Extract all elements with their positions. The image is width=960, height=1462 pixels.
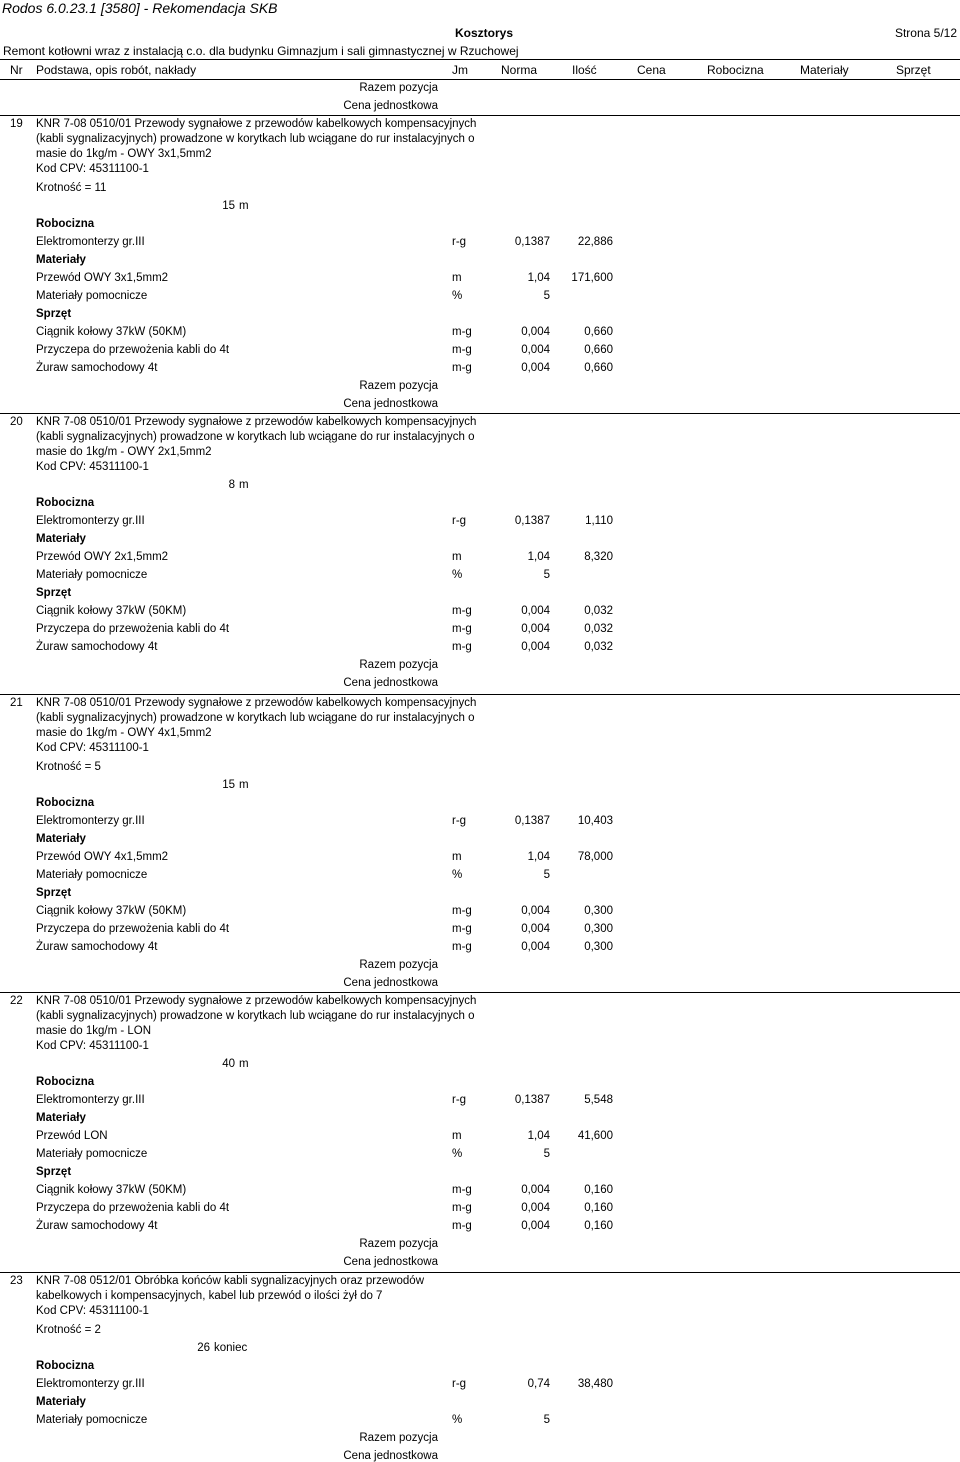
page-number: Strona 5/12 <box>894 26 957 40</box>
resource-norma: 0,004 <box>521 362 550 374</box>
resource-norma: 0,004 <box>521 605 550 617</box>
resource-ilosc: 0,032 <box>584 641 613 653</box>
resource-ilosc: 0,160 <box>584 1184 613 1196</box>
materialy-heading: Materiały <box>36 1112 86 1124</box>
resource-ilosc: 0,300 <box>584 905 613 917</box>
robocizna-heading: Robocizna <box>36 797 95 809</box>
item-cpv: Kod CPV: 45311100-1 <box>36 163 149 175</box>
item-description: KNR 7-08 0510/01 Przewody sygnałowe z przewodów kabelkowych kompensacyjnych <box>36 697 477 709</box>
cena-jednostkowa-label: Cena jednostkowa <box>343 977 438 989</box>
resource-jm: m-g <box>452 905 472 917</box>
cena-jednostkowa-label: Cena jednostkowa <box>343 1256 438 1268</box>
item-cpv: Kod CPV: 45311100-1 <box>36 1040 149 1052</box>
resource-ilosc: 0,160 <box>584 1220 613 1232</box>
item-divider <box>0 413 960 414</box>
item-quantity: 15 <box>222 200 235 212</box>
item-divider <box>0 992 960 993</box>
resource-jm: % <box>452 290 463 302</box>
cena-jednostkowa-label: Cena jednostkowa <box>343 100 438 112</box>
robocizna-heading: Robocizna <box>36 497 95 509</box>
resource-norma: 5 <box>543 1148 550 1160</box>
resource-jm: m-g <box>452 941 472 953</box>
resource-name: Przewód OWY 4x1,5mm2 <box>36 851 169 863</box>
resource-norma: 0,004 <box>521 923 550 935</box>
resource-ilosc: 0,300 <box>584 941 613 953</box>
item-description: KNR 7-08 0510/01 Przewody sygnałowe z przewodów kabelkowych kompensacyjnych <box>36 995 477 1007</box>
item-krotnosc: Krotność = 11 <box>36 182 107 194</box>
resource-ilosc: 0,160 <box>584 1202 613 1214</box>
item-unit: koniec <box>214 1342 248 1354</box>
item-divider <box>0 1272 960 1273</box>
resource-name: Materiały pomocnicze <box>36 290 148 302</box>
resource-norma: 0,004 <box>521 623 550 635</box>
resource-norma: 0,004 <box>521 905 550 917</box>
razem-pozycja-label: Razem pozycja <box>359 82 438 94</box>
item-description: masie do 1kg/m - OWY 3x1,5mm2 <box>36 148 212 160</box>
resource-norma: 0,1387 <box>514 1094 550 1106</box>
resource-norma: 1,04 <box>527 272 550 284</box>
item-divider <box>0 694 960 695</box>
sprzet-heading: Sprzęt <box>36 887 72 899</box>
resource-jm: m <box>452 551 462 563</box>
resource-ilosc: 171,600 <box>571 272 613 284</box>
resource-jm: m-g <box>452 605 472 617</box>
resource-ilosc: 5,548 <box>584 1094 613 1106</box>
cena-jednostkowa-label: Cena jednostkowa <box>343 677 438 689</box>
resource-ilosc: 78,000 <box>577 851 613 863</box>
sprzet-heading: Sprzęt <box>36 587 72 599</box>
col-materialy: Materiały <box>800 63 849 77</box>
resource-norma: 0,74 <box>527 1378 550 1390</box>
resource-jm: % <box>452 1148 463 1160</box>
item-description: KNR 7-08 0510/01 Przewody sygnałowe z przewodów kabelkowych kompensacyjnych <box>36 416 477 428</box>
resource-jm: r-g <box>452 515 467 527</box>
item-unit: m <box>239 779 249 791</box>
resource-name: Przewód OWY 2x1,5mm2 <box>36 551 169 563</box>
resource-norma: 0,004 <box>521 344 550 356</box>
resource-name: Przyczepa do przewożenia kabli do 4t <box>36 923 230 935</box>
sprzet-heading: Sprzęt <box>36 308 72 320</box>
document-type: Kosztorys <box>455 26 514 40</box>
item-description: masie do 1kg/m - OWY 2x1,5mm2 <box>36 446 212 458</box>
divider <box>0 79 960 80</box>
col-nr: Nr <box>10 63 23 77</box>
item-krotnosc: Krotność = 2 <box>36 1324 101 1336</box>
razem-pozycja-label: Razem pozycja <box>359 1238 438 1250</box>
resource-name: Żuraw samochodowy 4t <box>36 941 158 953</box>
item-nr: 23 <box>10 1275 23 1287</box>
item-krotnosc: Krotność = 5 <box>36 761 101 773</box>
resource-jm: m-g <box>452 326 472 338</box>
resource-norma: 0,004 <box>521 1184 550 1196</box>
resource-name: Żuraw samochodowy 4t <box>36 1220 158 1232</box>
resource-name: Żuraw samochodowy 4t <box>36 362 158 374</box>
resource-name: Przyczepa do przewożenia kabli do 4t <box>36 344 230 356</box>
resource-norma: 5 <box>543 290 550 302</box>
item-cpv: Kod CPV: 45311100-1 <box>36 461 149 473</box>
robocizna-heading: Robocizna <box>36 1360 95 1372</box>
resource-name: Elektromonterzy gr.III <box>36 1094 145 1106</box>
item-divider <box>0 115 960 116</box>
resource-name: Przyczepa do przewożenia kabli do 4t <box>36 1202 230 1214</box>
resource-jm: m-g <box>452 641 472 653</box>
resource-jm: m <box>452 272 462 284</box>
resource-jm: % <box>452 869 463 881</box>
resource-name: Materiały pomocnicze <box>36 1148 148 1160</box>
item-description: masie do 1kg/m - LON <box>36 1025 152 1037</box>
resource-ilosc: 0,660 <box>584 344 613 356</box>
resource-jm: % <box>452 569 463 581</box>
resource-ilosc: 41,600 <box>577 1130 613 1142</box>
resource-jm: m-g <box>452 1202 472 1214</box>
resource-jm: r-g <box>452 815 467 827</box>
item-description: KNR 7-08 0512/01 Obróbka końców kabli sygnalizacyjnych oraz przewodów <box>36 1275 425 1287</box>
resource-ilosc: 10,403 <box>577 815 613 827</box>
resource-name: Żuraw samochodowy 4t <box>36 641 158 653</box>
resource-jm: m <box>452 1130 462 1142</box>
item-unit: m <box>239 479 249 491</box>
item-nr: 19 <box>10 118 23 130</box>
resource-norma: 1,04 <box>527 551 550 563</box>
resource-name: Materiały pomocnicze <box>36 569 148 581</box>
robocizna-heading: Robocizna <box>36 218 95 230</box>
resource-ilosc: 0,660 <box>584 326 613 338</box>
resource-norma: 5 <box>543 869 550 881</box>
materialy-heading: Materiały <box>36 533 86 545</box>
resource-ilosc: 0,300 <box>584 923 613 935</box>
materialy-heading: Materiały <box>36 833 86 845</box>
col-sprzet: Sprzęt <box>896 63 931 77</box>
resource-norma: 1,04 <box>527 1130 550 1142</box>
resource-name: Elektromonterzy gr.III <box>36 515 145 527</box>
resource-jm: m-g <box>452 362 472 374</box>
resource-norma: 0,1387 <box>514 815 550 827</box>
item-description: (kabli sygnalizacyjnych) prowadzone w korytkach lub wciągane do rur instalacyjnych o <box>36 1010 475 1022</box>
resource-name: Przyczepa do przewożenia kabli do 4t <box>36 623 230 635</box>
materialy-heading: Materiały <box>36 1396 86 1408</box>
resource-jm: m-g <box>452 623 472 635</box>
col-ilosc: Ilość <box>572 63 597 77</box>
resource-ilosc: 0,032 <box>584 605 613 617</box>
resource-norma: 0,004 <box>521 326 550 338</box>
resource-ilosc: 8,320 <box>584 551 613 563</box>
item-description: (kabli sygnalizacyjnych) prowadzone w korytkach lub wciągane do rur instalacyjnych o <box>36 133 475 145</box>
robocizna-heading: Robocizna <box>36 1076 95 1088</box>
resource-ilosc: 0,032 <box>584 623 613 635</box>
item-cpv: Kod CPV: 45311100-1 <box>36 742 149 754</box>
resource-jm: m-g <box>452 344 472 356</box>
item-quantity: 26 <box>197 1342 210 1354</box>
resource-name: Ciągnik kołowy 37kW (50KM) <box>36 905 187 917</box>
resource-jm: m <box>452 851 462 863</box>
resource-ilosc: 0,660 <box>584 362 613 374</box>
resource-name: Przewód LON <box>36 1130 108 1142</box>
project-title: Remont kotłowni wraz z instalacją c.o. dla budynku Gimnazjum i sali gimnastycznej w Rzuchowej <box>3 44 519 58</box>
col-norma: Norma <box>501 63 538 77</box>
resource-norma: 5 <box>543 569 550 581</box>
cena-jednostkowa-label: Cena jednostkowa <box>343 1450 438 1462</box>
resource-jm: m-g <box>452 923 472 935</box>
razem-pozycja-label: Razem pozycja <box>359 659 438 671</box>
col-robocizna: Robocizna <box>707 63 764 77</box>
divider <box>0 59 960 60</box>
resource-ilosc: 38,480 <box>577 1378 613 1390</box>
item-cpv: Kod CPV: 45311100-1 <box>36 1305 149 1317</box>
razem-pozycja-label: Razem pozycja <box>359 1432 438 1444</box>
resource-jm: r-g <box>452 1378 467 1390</box>
resource-jm: r-g <box>452 1094 467 1106</box>
item-nr: 21 <box>10 697 23 709</box>
item-description: (kabli sygnalizacyjnych) prowadzone w korytkach lub wciągane do rur instalacyjnych o <box>36 431 475 443</box>
resource-norma: 0,004 <box>521 1220 550 1232</box>
resource-name: Ciągnik kołowy 37kW (50KM) <box>36 326 187 338</box>
razem-pozycja-label: Razem pozycja <box>359 959 438 971</box>
sprzet-heading: Sprzęt <box>36 1166 72 1178</box>
materialy-heading: Materiały <box>36 254 86 266</box>
item-description: (kabli sygnalizacyjnych) prowadzone w korytkach lub wciągane do rur instalacyjnych o <box>36 712 475 724</box>
item-quantity: 15 <box>222 779 235 791</box>
resource-norma: 0,004 <box>521 641 550 653</box>
resource-name: Elektromonterzy gr.III <box>36 815 145 827</box>
cena-jednostkowa-label: Cena jednostkowa <box>343 398 438 410</box>
resource-norma: 5 <box>543 1414 550 1426</box>
item-nr: 22 <box>10 995 23 1007</box>
item-description: kabelkowych i kompensacyjnych, kabel lub przewód o ilości żył do 7 <box>36 1290 383 1302</box>
item-quantity: 40 <box>222 1058 235 1070</box>
resource-ilosc: 22,886 <box>577 236 613 248</box>
col-cena: Cena <box>637 63 666 77</box>
app-title: Rodos 6.0.23.1 [3580] - Rekomendacja SKB <box>2 0 278 16</box>
resource-norma: 0,004 <box>521 1202 550 1214</box>
resource-name: Przewód OWY 3x1,5mm2 <box>36 272 169 284</box>
col-jm: Jm <box>452 63 468 77</box>
resource-jm: % <box>452 1414 463 1426</box>
resource-jm: m-g <box>452 1184 472 1196</box>
resource-name: Elektromonterzy gr.III <box>36 236 145 248</box>
resource-norma: 0,004 <box>521 941 550 953</box>
resource-name: Ciągnik kołowy 37kW (50KM) <box>36 605 187 617</box>
resource-ilosc: 1,110 <box>585 515 613 527</box>
item-description: KNR 7-08 0510/01 Przewody sygnałowe z przewodów kabelkowych kompensacyjnych <box>36 118 477 130</box>
item-quantity: 8 <box>228 479 235 491</box>
resource-name: Materiały pomocnicze <box>36 869 148 881</box>
resource-jm: r-g <box>452 236 467 248</box>
item-description: masie do 1kg/m - OWY 4x1,5mm2 <box>36 727 212 739</box>
resource-jm: m-g <box>452 1220 472 1232</box>
resource-norma: 0,1387 <box>514 236 550 248</box>
resource-norma: 0,1387 <box>514 515 550 527</box>
resource-name: Ciągnik kołowy 37kW (50KM) <box>36 1184 187 1196</box>
resource-name: Materiały pomocnicze <box>36 1414 148 1426</box>
resource-name: Elektromonterzy gr.III <box>36 1378 145 1390</box>
razem-pozycja-label: Razem pozycja <box>359 380 438 392</box>
item-unit: m <box>239 200 249 212</box>
item-nr: 20 <box>10 416 23 428</box>
resource-norma: 1,04 <box>527 851 550 863</box>
item-unit: m <box>239 1058 249 1070</box>
col-desc: Podstawa, opis robót, nakłady <box>36 63 197 77</box>
